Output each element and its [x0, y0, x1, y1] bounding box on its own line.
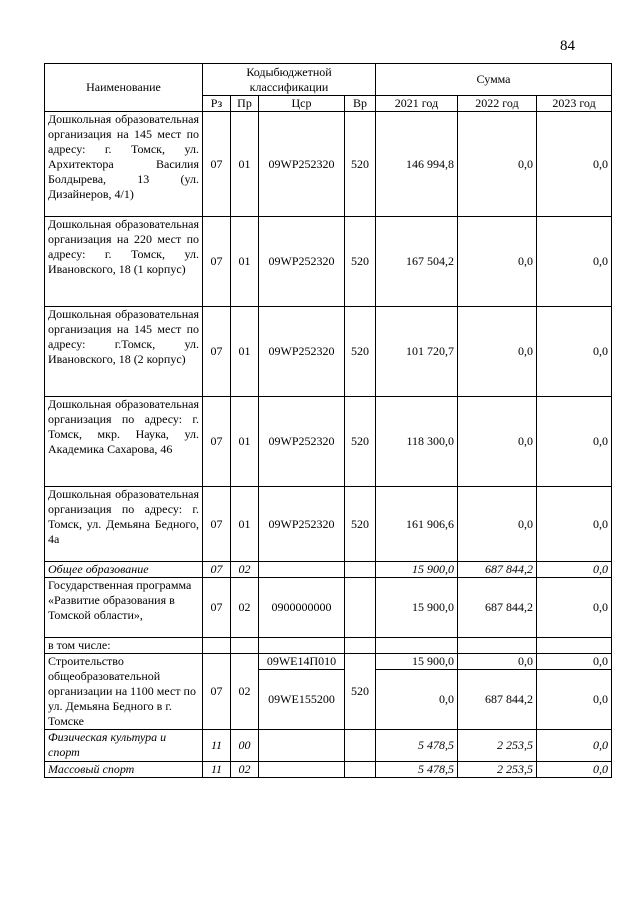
sport-pr: 00: [231, 730, 259, 762]
row-pr: 01: [231, 217, 259, 307]
construction-csr: 09WE14П010: [259, 654, 345, 670]
header-csr: Цср: [259, 96, 345, 112]
row-2022: 0,0: [458, 487, 537, 562]
row-2023: 0,0: [537, 397, 612, 487]
row-csr: 09WP252320: [259, 217, 345, 307]
mass-sport-rz: 11: [203, 762, 231, 778]
program-csr: 0900000000: [259, 578, 345, 638]
sport-2021: 5 478,5: [376, 730, 458, 762]
program-pr: 02: [231, 578, 259, 638]
row-csr: 09WP252320: [259, 397, 345, 487]
header-2021: 2021 год: [376, 96, 458, 112]
header-codes: Кодыбюджетной классификации: [203, 64, 376, 96]
construction-rz: 07: [203, 654, 231, 730]
row-rz: 07: [203, 112, 231, 217]
row-pr: 01: [231, 112, 259, 217]
row-csr: 09WP252320: [259, 307, 345, 397]
mass-sport-row: [45, 762, 612, 778]
program-rz: 07: [203, 578, 231, 638]
construction-2021: 15 900,0: [376, 654, 458, 670]
row-2022: 0,0: [458, 217, 537, 307]
mass-sport-2023: 0,0: [537, 762, 612, 778]
general-education-row: [45, 562, 612, 578]
row-rz: 07: [203, 487, 231, 562]
row-2023: 0,0: [537, 112, 612, 217]
construction-2022: 687 844,2: [458, 670, 537, 730]
mass-sport-2022: 2 253,5: [458, 762, 537, 778]
row-name: Дошкольная образовательная организация на 145 мест по адресу: г. Томск, ул. Архитектора Василия Болдырева, 13 (ул. Дизайнеров, 4/1): [45, 112, 203, 217]
row-2021: 167 504,2: [376, 217, 458, 307]
general-education-2022: 687 844,2: [458, 562, 537, 578]
row-vr: 520: [345, 487, 376, 562]
row-2021: 146 994,8: [376, 112, 458, 217]
row-csr: 09WP252320: [259, 112, 345, 217]
construction-name: Строительство общеобразовательной организации на 1100 мест по ул. Демьяна Бедного в г. Томске: [45, 654, 203, 730]
sport-rz: 11: [203, 730, 231, 762]
page-number: 84: [560, 38, 575, 54]
row-name: Дошкольная образовательная организация на 220 мест по адресу: г. Томск, ул. Ивановского, 18 (1 корпус): [45, 217, 203, 307]
construction-2021: 0,0: [376, 670, 458, 730]
header-2022: 2022 год: [458, 96, 537, 112]
construction-vr: 520: [345, 654, 376, 730]
row-name: Дошкольная образовательная организация по адресу: г. Томск, мкр. Наука, ул. Академика Сахарова, 46: [45, 397, 203, 487]
row-2022: 0,0: [458, 112, 537, 217]
construction-csr: 09WE155200: [259, 670, 345, 730]
program-2021: 15 900,0: [376, 578, 458, 638]
row-2021: 161 906,6: [376, 487, 458, 562]
row-vr: 520: [345, 307, 376, 397]
row-2023: 0,0: [537, 487, 612, 562]
construction-pr: 02: [231, 654, 259, 730]
construction-2023: 0,0: [537, 670, 612, 730]
program-2023: 0,0: [537, 578, 612, 638]
header-name: Наименование: [45, 64, 203, 112]
header-vr: Вр: [345, 96, 376, 112]
header-2023: 2023 год: [537, 96, 612, 112]
row-2021: 101 720,7: [376, 307, 458, 397]
row-2021: 118 300,0: [376, 397, 458, 487]
including-row: [45, 638, 612, 654]
sport-2023: 0,0: [537, 730, 612, 762]
general-education-pr: 02: [231, 562, 259, 578]
header-pr: Пр: [231, 96, 259, 112]
construction-row: [45, 654, 612, 670]
row-pr: 01: [231, 307, 259, 397]
row-2023: 0,0: [537, 217, 612, 307]
including-label: в том числе:: [45, 638, 203, 654]
row-rz: 07: [203, 397, 231, 487]
construction-2022: 0,0: [458, 654, 537, 670]
header-rz: Рз: [203, 96, 231, 112]
row-vr: 520: [345, 112, 376, 217]
program-row: [45, 578, 612, 638]
row-rz: 07: [203, 217, 231, 307]
table-row: [45, 487, 612, 562]
row-pr: 01: [231, 487, 259, 562]
general-education-2023: 0,0: [537, 562, 612, 578]
header-sum: Сумма: [376, 64, 612, 96]
row-2022: 0,0: [458, 307, 537, 397]
row-name: Дошкольная образовательная организация по адресу: г. Томск, ул. Демьяна Бедного, 4а: [45, 487, 203, 562]
row-vr: 520: [345, 217, 376, 307]
table-row: [45, 112, 612, 217]
row-2023: 0,0: [537, 307, 612, 397]
mass-sport-2021: 5 478,5: [376, 762, 458, 778]
row-rz: 07: [203, 307, 231, 397]
sport-row: [45, 730, 612, 762]
general-education-rz: 07: [203, 562, 231, 578]
general-education-name: Общее образование: [45, 562, 203, 578]
budget-table: [44, 63, 612, 778]
row-csr: 09WP252320: [259, 487, 345, 562]
mass-sport-pr: 02: [231, 762, 259, 778]
general-education-2021: 15 900,0: [376, 562, 458, 578]
row-vr: 520: [345, 397, 376, 487]
sport-name: Физическая культура и спорт: [45, 730, 203, 762]
row-2022: 0,0: [458, 397, 537, 487]
row-pr: 01: [231, 397, 259, 487]
construction-2023: 0,0: [537, 654, 612, 670]
row-name: Дошкольная образовательная организация на 145 мест по адресу: г.Томск, ул. Ивановского, 18 (2 корпус): [45, 307, 203, 397]
mass-sport-name: Массовый спорт: [45, 762, 203, 778]
table-row: [45, 217, 612, 307]
table-row: [45, 307, 612, 397]
table-row: [45, 397, 612, 487]
program-2022: 687 844,2: [458, 578, 537, 638]
program-name: Государственная программа «Развитие образования в Томской области»,: [45, 578, 203, 638]
sport-2022: 2 253,5: [458, 730, 537, 762]
